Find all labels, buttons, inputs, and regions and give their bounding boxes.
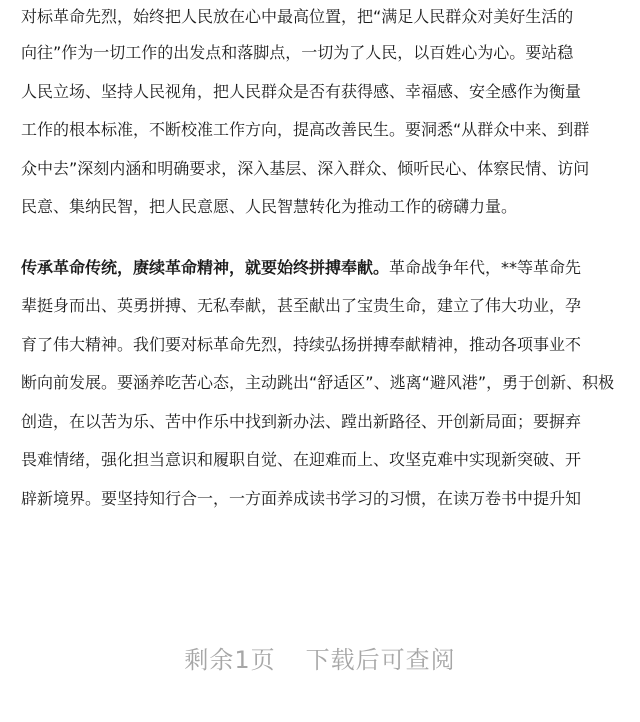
paragraph-gap	[21, 227, 621, 249]
paragraph-2-line-5: 创造，在以苦为乐、苦中作乐中找到新办法、蹚出新路径、开创新局面；要摒弃	[21, 411, 582, 431]
download-to-view-label: 下载后可查阅	[305, 646, 456, 674]
paragraph-2-line-6: 畏难情绪，强化担当意识和履职自觉、在迎难而上、攻坚克难中实现新突破、开	[21, 450, 582, 469]
paragraph-1-line-1: 对标革命先烈，始终把人民放在心中最高位置，把“满足人民群众对美好生活的	[21, 7, 574, 26]
paragraph-1-line-3: 人民立场、坚持人民视角，把人民群众是否有获得感、幸福感、安全感作为衡量	[21, 81, 582, 101]
paragraph-1-line-2: 向往”作为一切工作的出发点和落脚点，一切为了人民，以百姓心为心。要站稳	[21, 43, 574, 62]
paragraph-2-line-7: 辟新境界。要坚持知行合一，一方面养成读书学习的习惯，在读万卷书中提升知	[21, 488, 582, 508]
section-heading: 传承革命传统，赓续革命精神，就要始终拼搏奉献。	[21, 257, 390, 277]
paragraph-2-line-1-text: 革命战争年代，**等革命先	[389, 257, 582, 277]
paragraph-2-line-1	[21, 249, 621, 288]
paragraph-2-line-2: 辈挺身而出、英勇拼搏、无私奉献，甚至献出了宝贵生命，建立了伟大功业，孕	[21, 296, 582, 315]
download-prompt[interactable]	[0, 640, 640, 675]
paragraph-2-line-4: 断向前发展。要涵养吃苦心态，主动跳出“舒适区”、逃离“避风港”，勇于创新、积极	[21, 373, 615, 392]
paragraph-2-line-3: 育了伟大精神。我们要对标革命先烈，持续弘扬拼搏奉献精神，推动各项事业不	[21, 334, 582, 354]
document-body	[21, 0, 621, 518]
paragraph-1-line-5: 众中去”深刻内涵和明确要求，深入基层、深入群众、倾听民心、体察民情、访问	[21, 158, 590, 178]
paragraph-1-line-4: 工作的根本标准，不断校准工作方向，提高改善民生。要洞悉“从群众中来、到群	[21, 120, 590, 139]
remaining-pages-label: 剩余1页	[184, 646, 276, 674]
paragraph-1-line-6: 民意、集纳民智，把人民意愿、人民智慧转化为推动工作的磅礴力量。	[21, 197, 518, 216]
